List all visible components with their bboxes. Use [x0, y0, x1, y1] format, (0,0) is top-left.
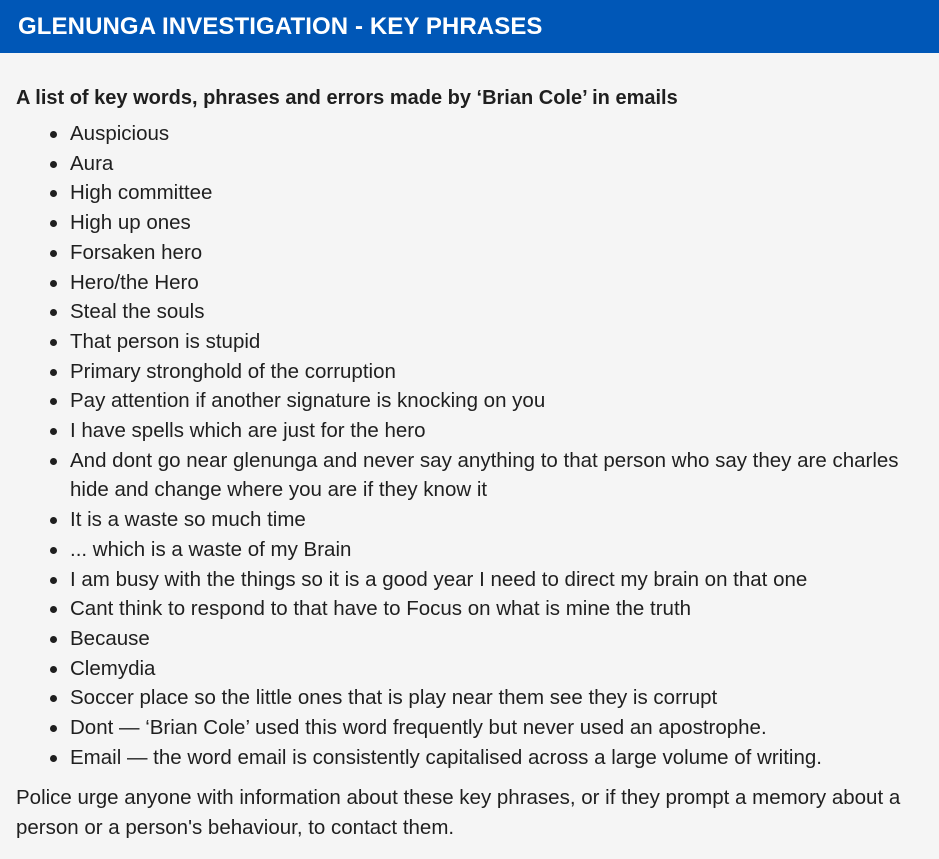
article-body — [0, 53, 939, 842]
list-item: Aura — [70, 149, 921, 179]
list-item: High up ones — [70, 208, 921, 238]
police-appeal-text: Police urge anyone with information about these key phrases, or if they prompt a memory about a person or a person's behaviour, to contact them. — [16, 786, 901, 839]
list-item: Auspicious — [70, 119, 921, 149]
list-item: I have spells which are just for the hero — [70, 416, 921, 446]
list-item: High committee — [70, 178, 921, 208]
page-header — [0, 0, 939, 53]
list-item: Clemydia — [70, 654, 921, 684]
list-item: I am busy with the things so it is a good year I need to direct my brain on that one — [70, 565, 921, 595]
page-title: GLENUNGA INVESTIGATION - KEY PHRASES — [18, 12, 543, 40]
section-subtitle: A list of key words, phrases and errors made by ‘Brian Cole’ in emails — [16, 87, 678, 109]
list-item: Soccer place so the little ones that is play near them see they is corrupt — [70, 683, 921, 713]
list-item: Cant think to respond to that have to Focus on what is mine the truth — [70, 594, 921, 624]
list-item: Email — the word email is consistently capitalised across a large volume of writing. — [70, 743, 921, 773]
list-item: And dont go near glenunga and never say anything to that person who say they are charles hide and change where you are if they know it — [70, 446, 921, 505]
list-item: Because — [70, 624, 921, 654]
key-phrases-list — [16, 119, 921, 772]
list-item: It is a waste so much time — [70, 505, 921, 535]
list-item: Primary stronghold of the corruption — [70, 357, 921, 387]
list-item: Pay attention if another signature is knocking on you — [70, 386, 921, 416]
list-item: Steal the souls — [70, 297, 921, 327]
list-item: Dont — ‘Brian Cole’ used this word frequently but never used an apostrophe. — [70, 713, 921, 743]
list-item: Forsaken hero — [70, 238, 921, 268]
list-item: That person is stupid — [70, 327, 921, 357]
list-item: ... which is a waste of my Brain — [70, 535, 921, 565]
list-item: Hero/the Hero — [70, 268, 921, 298]
